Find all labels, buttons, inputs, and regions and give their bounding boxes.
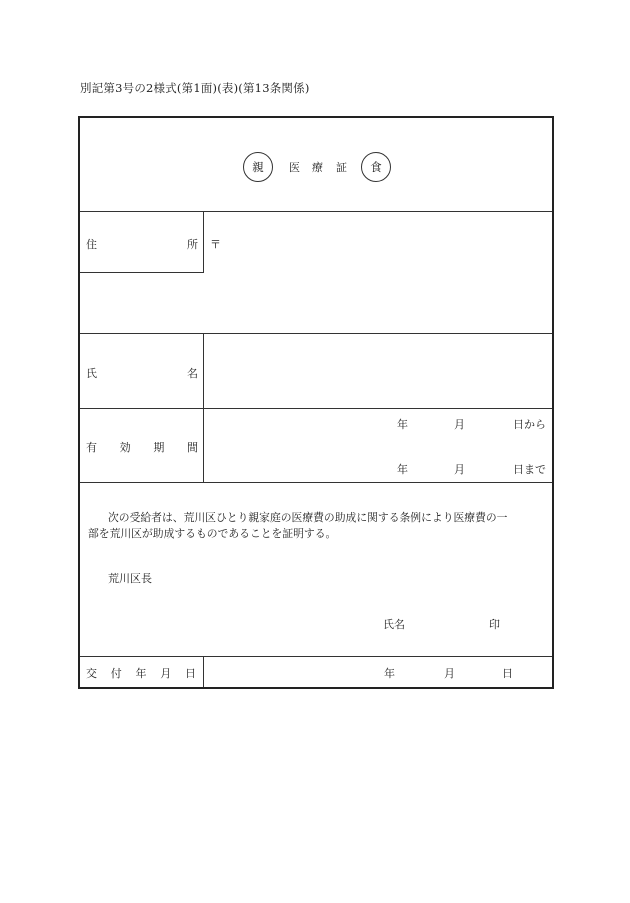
address-label-end: 所: [187, 238, 198, 251]
name-label-end: 名: [187, 367, 198, 380]
form-caption: 別記第3号の2様式(第1面)(表)(第13条関係): [80, 81, 310, 95]
issue-month: 月: [444, 667, 455, 680]
issue-year: 年: [384, 667, 395, 680]
title-circle-right: 食: [361, 152, 391, 182]
address-label: [86, 236, 198, 252]
issuer-title: 荒川区長: [108, 572, 152, 585]
certification-text-line-2: 部を荒川区が助成するものであることを証明する。: [88, 527, 337, 540]
title-circle-left: 親: [243, 152, 273, 182]
divider-issue-col: [203, 656, 204, 687]
validity-label-char-2: 効: [119, 441, 131, 454]
divider-address-name: [80, 333, 552, 334]
divider-validity-cert: [80, 482, 552, 483]
issue-date-label-char-4: 月: [160, 667, 172, 680]
valid-from-year: 年: [397, 418, 408, 431]
divider-address-col: [203, 211, 204, 273]
issue-date-label-char-2: 付: [110, 667, 122, 680]
valid-to-day: 日まで: [513, 463, 546, 476]
validity-label-char-4: 間: [186, 441, 198, 454]
name-label: [86, 365, 198, 381]
issue-date-label-char-3: 年: [135, 667, 147, 680]
title-char-2: 療: [312, 161, 323, 174]
divider-title-address: [80, 211, 552, 212]
seal-mark: 印: [489, 618, 500, 631]
title-char-3: 証: [336, 161, 347, 174]
issuer-name-label: 氏名: [383, 618, 405, 631]
issue-date-label-char-5: 日: [185, 667, 196, 680]
address-label-start: 住: [86, 238, 97, 251]
validity-label: [86, 439, 198, 455]
certificate-frame: [78, 116, 554, 689]
name-label-start: 氏: [86, 367, 97, 380]
divider-name-validity: [80, 408, 552, 409]
valid-from-day: 日から: [513, 418, 546, 431]
issue-day: 日: [502, 667, 513, 680]
divider-name-col: [203, 333, 204, 482]
divider-cert-issue: [80, 656, 552, 657]
postal-mark: 〒: [210, 238, 221, 251]
certification-text-line-1: 次の受給者は、荒川区ひとり親家庭の医療費の助成に関する条例により医療費の一: [108, 511, 508, 524]
issue-date-label: [86, 665, 196, 681]
title-char-1: 医: [289, 161, 300, 174]
valid-to-year: 年: [397, 463, 408, 476]
validity-label-char-3: 期: [153, 441, 165, 454]
validity-label-char-1: 有: [86, 441, 97, 454]
divider-address-label: [80, 272, 204, 273]
valid-from-month: 月: [454, 418, 465, 431]
valid-to-month: 月: [454, 463, 465, 476]
issue-date-label-char-1: 交: [86, 667, 97, 680]
